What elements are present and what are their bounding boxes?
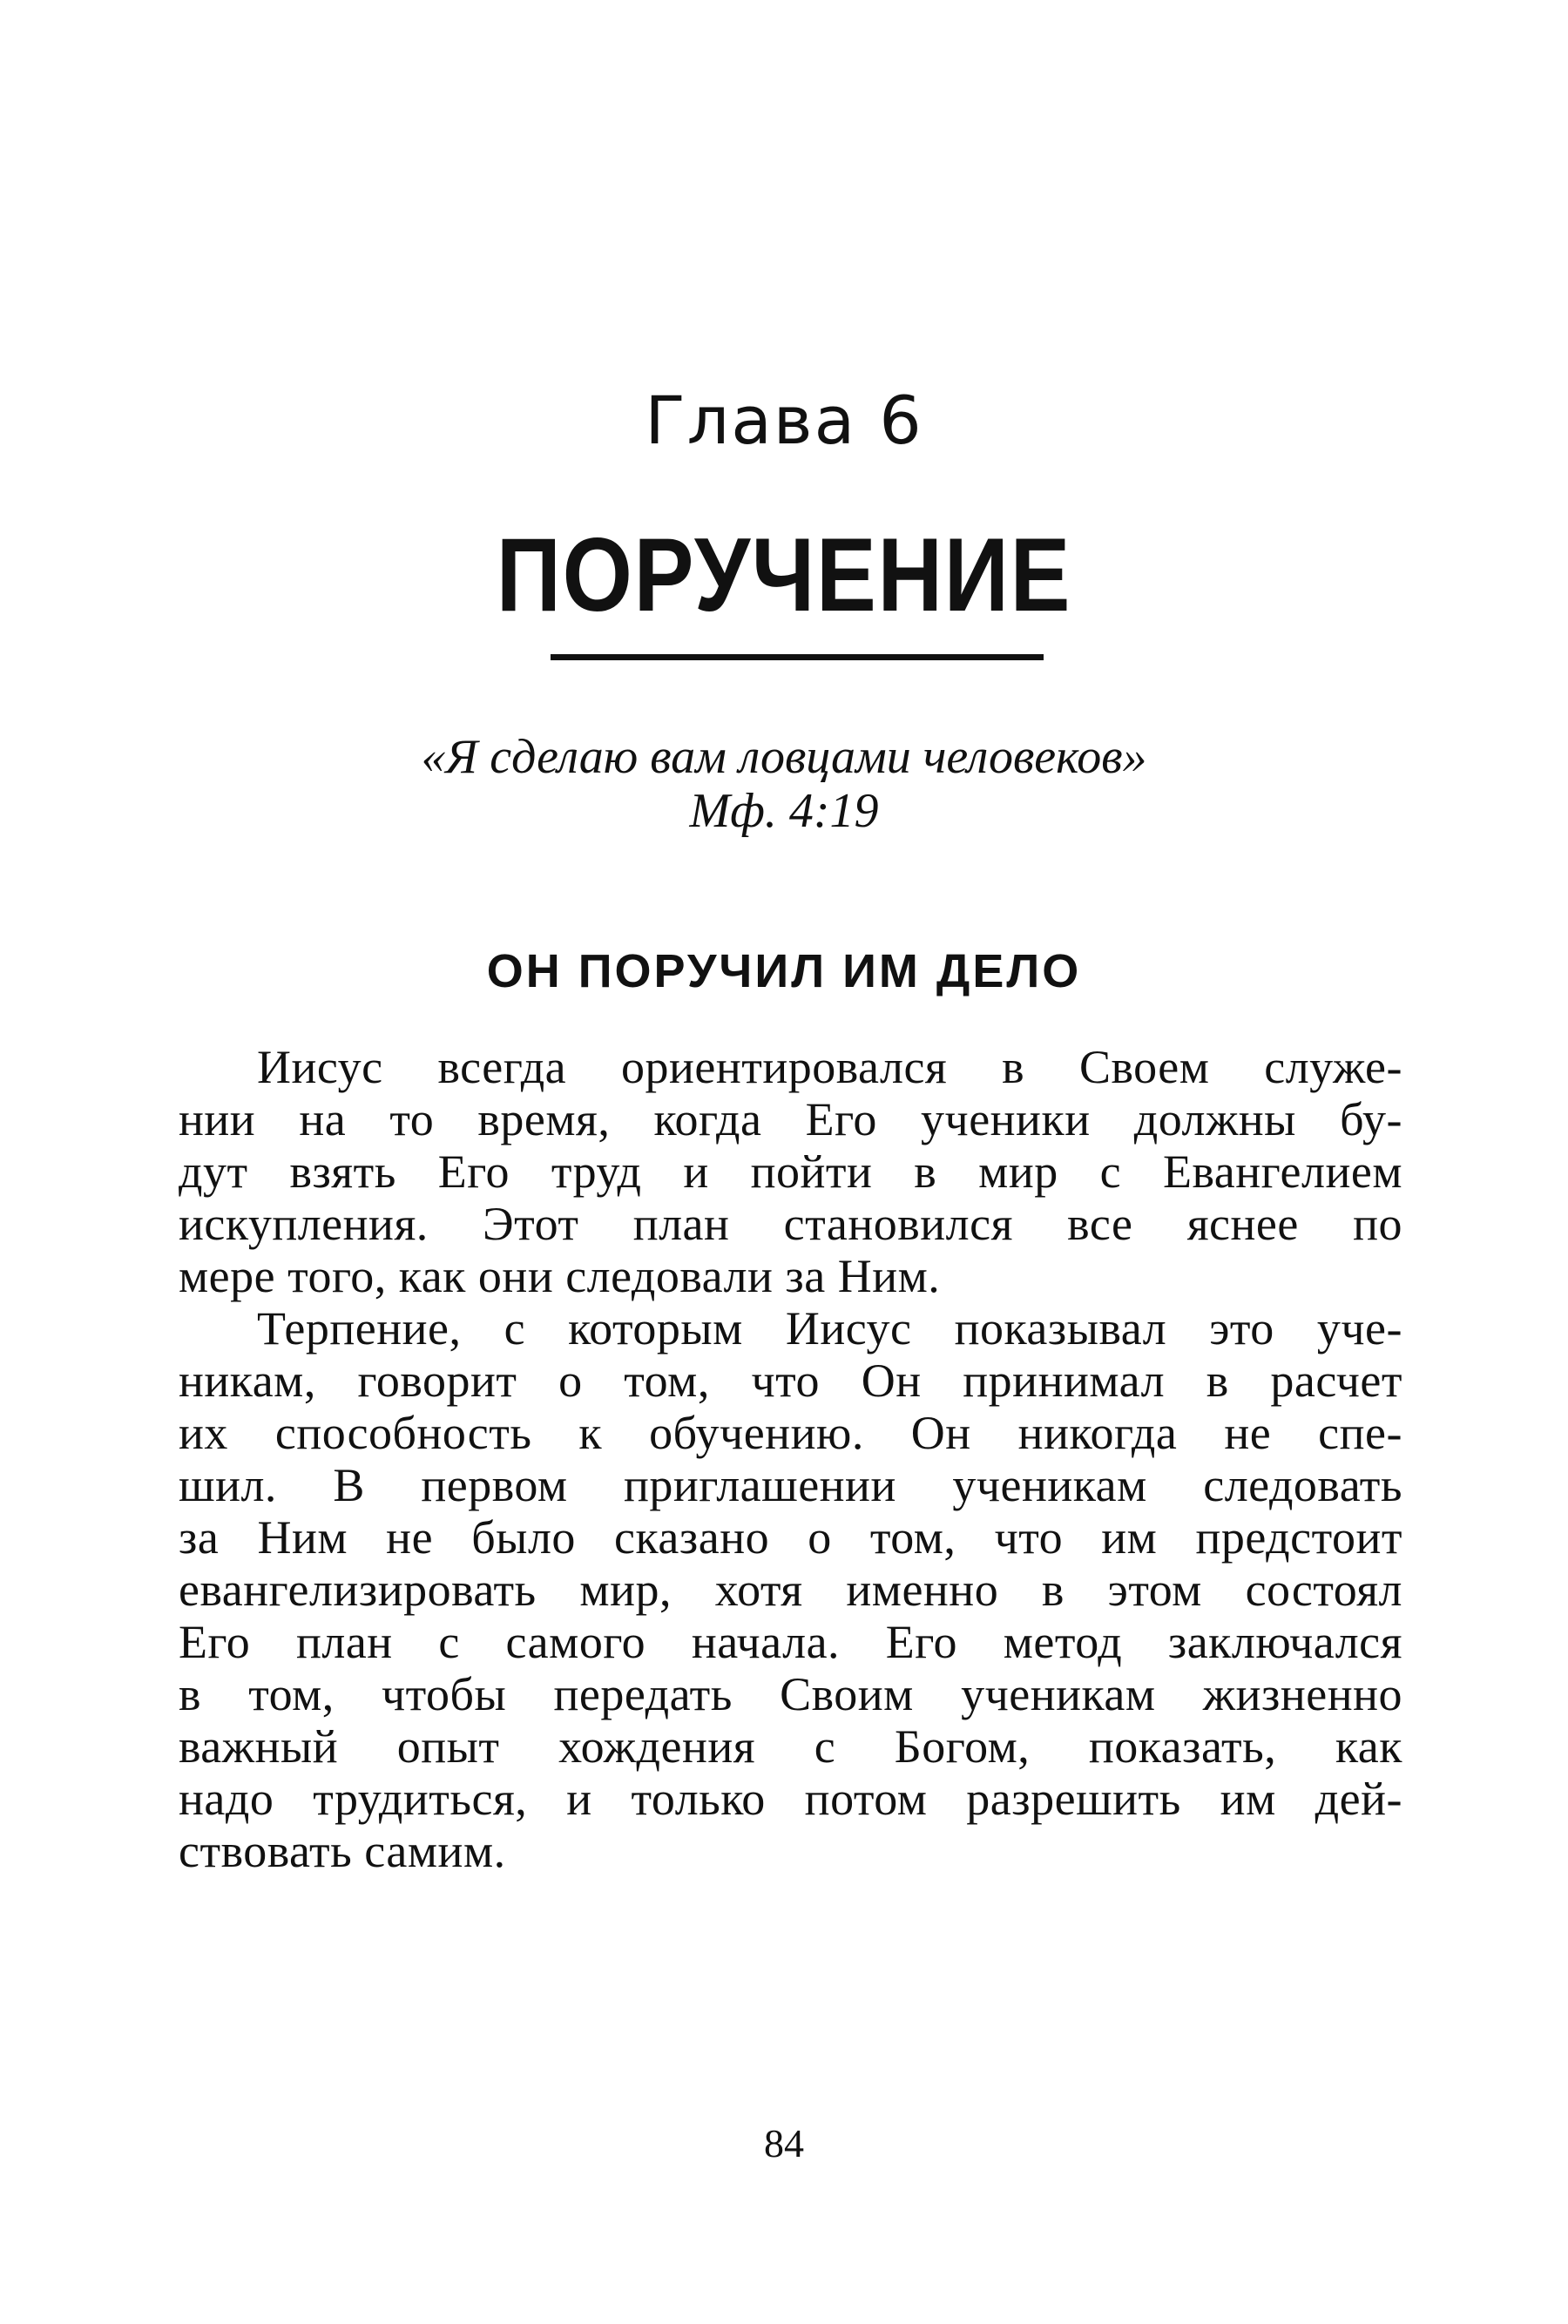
- text-line: евангелизировать мир, хотя именно в этом состоял: [179, 1564, 1402, 1616]
- paragraph-2: [179, 1302, 1402, 1877]
- text-line: важный опыт хождения с Богом, показать, как: [179, 1720, 1402, 1773]
- epigraph-reference: Мф. 4:19: [689, 784, 879, 838]
- text-line: мере того, как они следовали за Ним.: [179, 1250, 941, 1302]
- text-line: нии на то время, когда Его ученики должны бу-: [179, 1093, 1402, 1145]
- chapter-title: ПОРУЧЕНИЕ: [496, 517, 1072, 633]
- text-line: надо трудиться, и только потом разрешить им дей-: [179, 1773, 1402, 1825]
- epigraph-quote: «Я сделаю вам ловцами человеков»: [421, 730, 1147, 784]
- text-line: в том, чтобы передать Своим ученикам жизненно: [179, 1668, 1402, 1720]
- text-line: Иисус всегда ориентировался в Своем служе-: [257, 1041, 1402, 1093]
- text-line: ствовать самим.: [179, 1825, 506, 1877]
- text-line: за Ним не было сказано о том, что им предстоит: [179, 1511, 1402, 1564]
- section-heading: ОН ПОРУЧИЛ ИМ ДЕЛО: [486, 945, 1082, 997]
- text-line: никам, говорит о том, что Он принимал в расчет: [179, 1355, 1402, 1407]
- paragraph-1: [179, 1041, 1402, 1302]
- text-line: дут взять Его труд и пойти в мир с Евангелием: [179, 1145, 1402, 1198]
- epigraph: [0, 730, 1568, 838]
- text-line: шил. В первом приглашении ученикам следовать: [179, 1459, 1402, 1511]
- chapter-label: Глава 6: [645, 382, 923, 459]
- text-line: Его план с самого начала. Его метод заключался: [179, 1616, 1402, 1668]
- body-text: [179, 1041, 1402, 1877]
- title-divider: [551, 654, 1044, 660]
- text-line: искупления. Этот план становился все яснее по: [179, 1198, 1402, 1250]
- page-number: 84: [764, 2121, 804, 2165]
- text-line: их способность к обучению. Он никогда не спе-: [179, 1407, 1402, 1459]
- text-line: Терпение, с которым Иисус показывал это уче-: [257, 1302, 1402, 1355]
